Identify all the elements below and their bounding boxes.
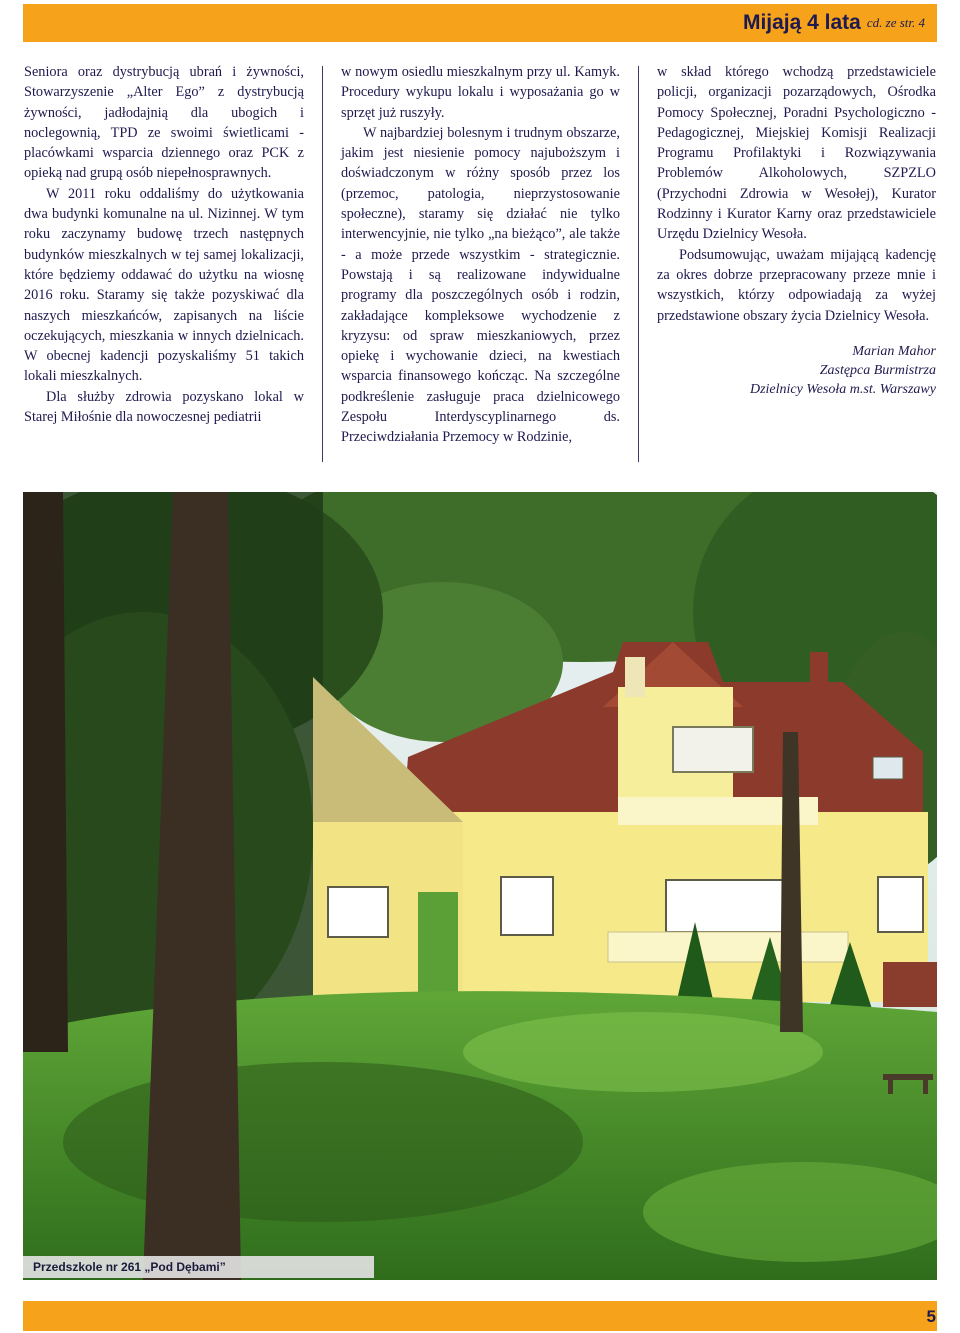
text-column-2 [341,62,620,448]
article-title: Mijają 4 lata [742,11,861,34]
page-number: 5 [926,1307,936,1326]
text-column-1 [24,62,304,427]
signature-office: Dzielnicy Wesoła m.st. Warszawy [749,381,936,397]
footer-bar [23,1301,937,1331]
photo-caption: Przedszkole nr 261 „Pod Dębami” [23,1256,374,1278]
column-divider-1 [322,66,323,462]
column1-paragraph-1: Seniora oraz dystrybucją ubrań i żywności, Stowarzyszenie „Alter Ego” z dystrybucją żywności, jadłodajnią dla ubogich i noclegownią, TPD ze swoimi świetlicami - placówkami wsparcia dziennego oraz PCK z opieką nad grupą osób niepełnosprawnych. [24,64,304,182]
signature-role: Zastępca Burmistrza [819,362,936,378]
column1-paragraph-2: W 2011 roku oddaliśmy do użytkowania dwa budynki komunalne na ul. Nizinnej. W tym roku zaczynamy budowę trzech następnych budynków mieszkalnych w tej samej lokalizacji, które będziemy oddawać do użytku na wiosnę 2016 roku. Staramy się także pozyskiwać dla naszych mieszkańców, zapisanych na liście oczekujących, mieszkania w innych dzielnicach. W obecnej kadencji pozyskaliśmy 51 takich lokali mieszkalnych. [24,185,304,385]
signature-block [657,342,936,399]
column-divider-2 [638,66,639,462]
column2-paragraph-2: W najbardziej bolesnym i trudnym obszarze, jakim jest niesienie pomocy najuboższym i doświadczonym w różny sposób przez los (przemoc, patologia, nieprzystosowanie społeczne), staramy się działać nie tylko interwencyjnie, nie tylko „na bieżąco”, ale także - a może przede wszystkim - strategicznie. Powstają i są realizowane indywidualne programy dla poszczególnych osób i rodzin, zakładające kompleksowe wychodzenie z kryzysu: od spraw mieszkaniowych, przez opiekę i wychowanie dzieci, na kwestiach wsparcia finansowego kończąc. Na szczególne podkreślenie zasługuje praca dzielnicowego Zespołu Interdyscyplinarnego ds. Przeciwdziałania Przemocy w Rodzinie, [341,124,620,446]
continuation-note: cd. ze str. 4 [866,15,925,30]
column3-paragraph-2: Podsumowując, uważam mijającą kadencję za okres dobrze przepracowany przeze mnie i wszystkich, którzy odpowiadają za wyżej przedstawione obszary życia Dzielnicy Wesoła. [657,246,936,324]
column3-paragraph-1: w skład którego wchodzą przedstawiciele policji, organizacji pozarządowych, Ośrodka Pomocy Społecznej, Poradni Psychologiczno - Pedagogicznej, Miejskiej Komisji Realizacji Programu Profilaktyki i Rozwiązywania Problemów Alkoholowych, SZPZLO (Przychodni Zdrowia w Wesołej), Kurator Rodzinny i Kurator Karny oraz przedstawiciele Urzędu Dzielnicy Wesoła. [657,64,936,243]
column1-paragraph-3: Dla służby zdrowia pozyskano lokal w Starej Miłośnie dla nowoczesnej pediatrii [24,388,304,426]
kindergarten-photo [23,492,937,1280]
text-column-3 [657,62,936,399]
column2-paragraph-1: w nowym osiedlu mieszkalnym przy ul. Kamyk. Procedury wykupu lokalu i wyposażania go w sprzęt już ruszyły. [341,64,620,121]
header-bar [23,4,937,42]
signature-name: Marian Mahor [852,343,936,359]
